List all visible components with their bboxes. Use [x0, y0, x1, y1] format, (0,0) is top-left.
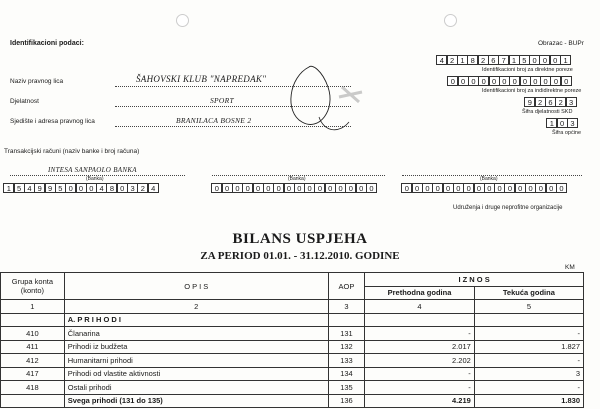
bank2-caption: (Banka) [288, 176, 306, 182]
digit-box: 5 [519, 55, 530, 65]
organization-type: Udruženja i druge neprofitne organizacije [453, 205, 563, 211]
name-value: ŠAHOVSKI KLUB "NAPREDAK" [136, 74, 267, 84]
digit-box: 2 [555, 97, 566, 107]
table-row [1, 327, 584, 341]
section-title: A. P R I H O D I [64, 313, 328, 327]
bank2-account-boxes [212, 183, 377, 193]
tax-id-boxes [437, 55, 571, 65]
punch-hole-left [176, 14, 189, 27]
digit-box: 0 [65, 183, 76, 193]
row-konto: 412 [1, 354, 65, 368]
row-curr: 3 [474, 367, 583, 381]
row-curr: - [474, 381, 583, 395]
row-konto: 411 [1, 340, 65, 354]
digit-box: 1 [546, 118, 557, 128]
digit-box: 0 [401, 183, 412, 193]
digit-box: 3 [127, 183, 138, 193]
digit-box: 0 [356, 183, 367, 193]
table-row [1, 354, 584, 368]
bank3-caption: (Banka) [480, 176, 498, 182]
digit-box: 0 [478, 76, 489, 86]
row-aop: 134 [328, 367, 364, 381]
row-aop: 133 [328, 354, 364, 368]
row-curr: 1.827 [474, 340, 583, 354]
digit-box: 0 [325, 183, 336, 193]
row-aop: 135 [328, 381, 364, 395]
digit-box: 2 [137, 183, 148, 193]
row-prev: - [365, 381, 475, 395]
form-code: Obrazac - BUPr [538, 40, 584, 47]
digit-box: 0 [222, 183, 233, 193]
digit-box: 1 [560, 55, 571, 65]
currency-label: KM [565, 264, 575, 271]
address-label: Sjedište i adresa pravnog lica [10, 118, 95, 125]
digit-box: 0 [556, 183, 567, 193]
digit-box: 5 [14, 183, 25, 193]
row-opis: Ostali prihodi [64, 381, 328, 395]
tax-id-caption: Identifikacioni broj za direktne poreze [482, 67, 573, 73]
digit-box: 6 [545, 97, 556, 107]
digit-box: 0 [550, 76, 561, 86]
total-curr: 1.830 [474, 394, 583, 408]
digit-box: 0 [504, 183, 515, 193]
digit-box: 0 [314, 183, 325, 193]
bank1-caption: (Banka) [86, 176, 104, 182]
address-value: BRANILACA BOSNE 2 [176, 116, 252, 125]
row-konto: 417 [1, 367, 65, 381]
digit-box: 4 [96, 183, 107, 193]
digit-box: 1 [509, 55, 520, 65]
digit-box: 1 [457, 55, 468, 65]
digit-box: 0 [509, 76, 520, 86]
row-opis: Humanitarni prihodi [64, 354, 328, 368]
report-period: ZA PERIOD 01.01. - 31.12.2010. GODINE [200, 250, 400, 262]
digit-box: 3 [566, 97, 577, 107]
total-row [1, 394, 584, 408]
digit-box: 0 [294, 183, 305, 193]
municipality-code-caption: Šifra općine [552, 130, 582, 136]
digit-box: 0 [284, 183, 295, 193]
digit-box: 0 [253, 183, 264, 193]
punch-hole-right [444, 14, 457, 27]
table-row [1, 367, 584, 381]
digit-box: 0 [550, 55, 561, 65]
header-desc: O P I S [64, 273, 328, 300]
column-number-row [1, 300, 584, 314]
total-opis: Svega prihodi (131 do 135) [64, 394, 328, 408]
col-number: 3 [328, 300, 364, 314]
digit-box: 9 [45, 183, 56, 193]
row-curr: - [474, 327, 583, 341]
activity-value: SPORT [210, 96, 234, 105]
digit-box: 4 [148, 183, 159, 193]
row-prev: 2.202 [365, 354, 475, 368]
header-aop: AOP [328, 273, 364, 300]
accounts-label: Transakcijski računi (naziv banke i broj računa) [4, 148, 140, 155]
digit-box: 0 [529, 55, 540, 65]
digit-box: 0 [474, 183, 485, 193]
digit-box: 0 [117, 183, 128, 193]
digit-box: 0 [447, 76, 458, 86]
digit-box: 0 [515, 183, 526, 193]
digit-box: 0 [489, 76, 500, 86]
header-amount: I Z N O S [365, 273, 584, 287]
report-title: BILANS USPJEHA [232, 231, 368, 247]
bank1-account-boxes [4, 183, 159, 193]
header-row [1, 273, 584, 287]
digit-box: 0 [211, 183, 222, 193]
row-opis: Članarina [64, 327, 328, 341]
section-row [1, 313, 584, 327]
activity-label: Djelatnost [10, 98, 39, 105]
digit-box: 4 [436, 55, 447, 65]
table-row [1, 381, 584, 395]
indirect-id-boxes [448, 76, 572, 86]
total-aop: 136 [328, 394, 364, 408]
digit-box: 0 [263, 183, 274, 193]
digit-box: 0 [468, 76, 479, 86]
digit-box: 0 [546, 183, 557, 193]
digit-box: 0 [540, 76, 551, 86]
col-number: 1 [1, 300, 65, 314]
digit-box: 4 [24, 183, 35, 193]
table-row [1, 340, 584, 354]
digit-box: 0 [443, 183, 454, 193]
digit-box: 0 [86, 183, 97, 193]
digit-box: 8 [106, 183, 117, 193]
digit-box: 0 [494, 183, 505, 193]
indirect-id-caption: Identifikacioni broj za indidirektne poreze [482, 88, 582, 94]
digit-box: 0 [499, 76, 510, 86]
row-opis: Prihodi od vlastite aktivnosti [64, 367, 328, 381]
digit-box: 0 [557, 118, 568, 128]
income-statement-table [0, 272, 584, 408]
digit-box: 1 [3, 183, 14, 193]
digit-box: 0 [345, 183, 356, 193]
digit-box: 0 [76, 183, 87, 193]
digit-box: 9 [524, 97, 535, 107]
digit-box: 0 [530, 76, 541, 86]
row-aop: 131 [328, 327, 364, 341]
row-curr: - [474, 354, 583, 368]
digit-box: 0 [535, 183, 546, 193]
digit-box: 0 [335, 183, 346, 193]
digit-box: 0 [539, 55, 550, 65]
digit-box: 0 [484, 183, 495, 193]
digit-box: 2 [535, 97, 546, 107]
digit-box: 7 [498, 55, 509, 65]
activity-code-caption: Šifra djelatnosti SKD [522, 109, 573, 115]
digit-box: 0 [463, 183, 474, 193]
digit-box: 2 [478, 55, 489, 65]
digit-box: 0 [458, 76, 469, 86]
digit-box: 0 [422, 183, 433, 193]
digit-box: 0 [366, 183, 377, 193]
digit-box: 0 [520, 76, 531, 86]
activity-code-boxes [525, 97, 577, 107]
digit-box: 0 [412, 183, 423, 193]
row-prev: - [365, 367, 475, 381]
header-prev: Prethodna godina [365, 286, 475, 300]
row-opis: Prihodi iz budžeta [64, 340, 328, 354]
digit-box: 0 [432, 183, 443, 193]
digit-box: 0 [525, 183, 536, 193]
name-label: Naziv pravnog lica [10, 78, 64, 85]
digit-box: 0 [242, 183, 253, 193]
col-number: 4 [365, 300, 475, 314]
total-prev: 4.219 [365, 394, 475, 408]
digit-box: 3 [567, 118, 578, 128]
header-curr: Tekuća godina [474, 286, 583, 300]
row-aop: 132 [328, 340, 364, 354]
digit-box: 2 [447, 55, 458, 65]
bank1-name: INTESA SANPAOLO BANKA [48, 166, 137, 174]
row-konto: 410 [1, 327, 65, 341]
digit-box: 0 [304, 183, 315, 193]
digit-box: 6 [488, 55, 499, 65]
digit-box: 0 [453, 183, 464, 193]
col-number: 2 [64, 300, 328, 314]
id-heading: Identifikacioni podaci: [10, 40, 84, 47]
digit-box: 0 [561, 76, 572, 86]
digit-box: 0 [232, 183, 243, 193]
digit-box: 8 [467, 55, 478, 65]
bank3-account-boxes [402, 183, 567, 193]
col-number: 5 [474, 300, 583, 314]
digit-box: 5 [55, 183, 66, 193]
signature-stamp [284, 62, 364, 142]
municipality-code-boxes [547, 118, 578, 128]
digit-box: 9 [34, 183, 45, 193]
row-prev: 2.017 [365, 340, 475, 354]
header-group: Grupa konta (konto) [1, 273, 65, 300]
row-prev: - [365, 327, 475, 341]
row-konto: 418 [1, 381, 65, 395]
digit-box: 0 [273, 183, 284, 193]
